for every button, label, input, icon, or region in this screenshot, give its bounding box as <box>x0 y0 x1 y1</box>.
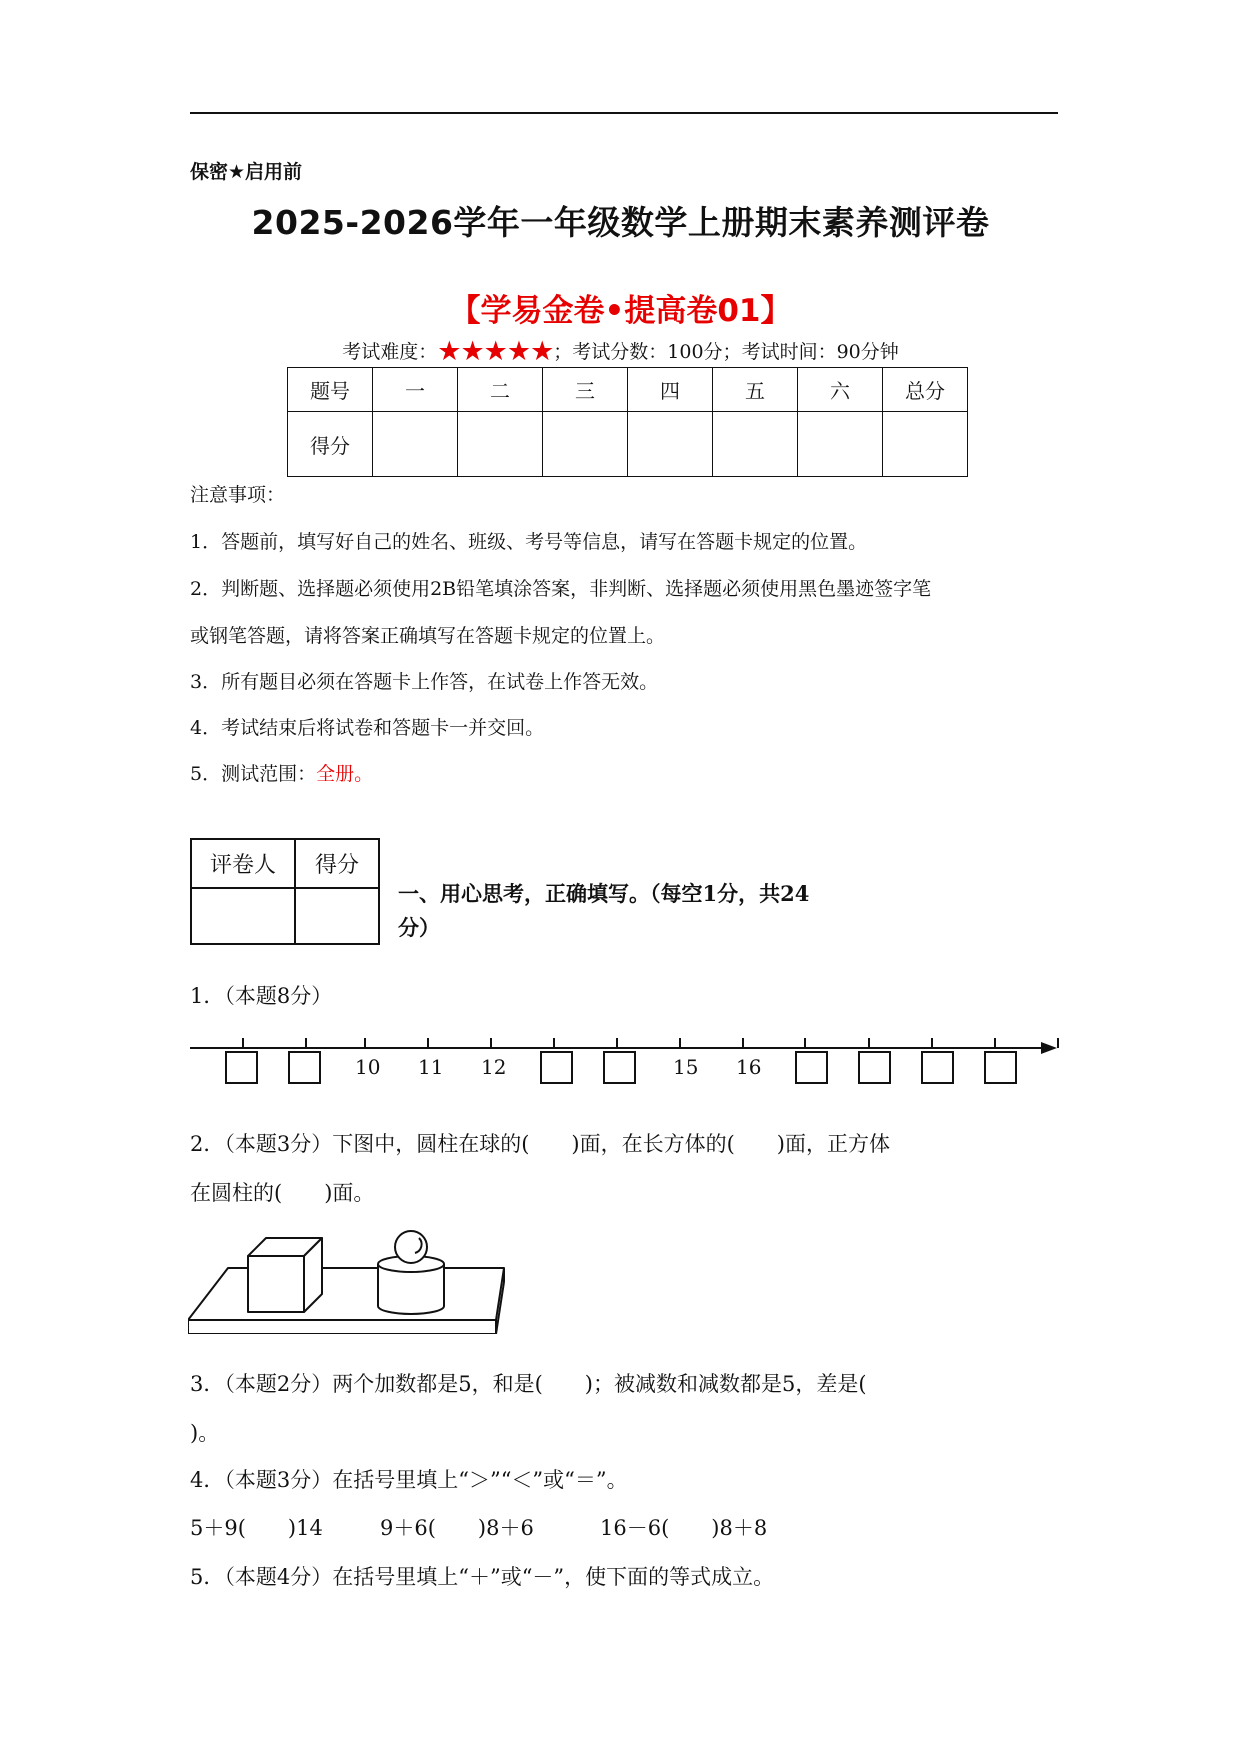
score-cell[interactable] <box>883 412 968 477</box>
score-header-cell: 二 <box>458 368 543 412</box>
section-title-line: 分） <box>398 915 440 940</box>
question-3-line1: 3．（本题2分）两个加数都是5，和是( )；被减数和减数都是5，差是( <box>190 1372 867 1396</box>
exam-score-time: ；考试分数：100分；考试时间：90分钟 <box>553 341 899 363</box>
grader-score-cell[interactable] <box>295 888 379 944</box>
scope-value: 全册。 <box>316 763 374 785</box>
q4-expression: 16－6( )8＋8 <box>600 1516 768 1540</box>
question-4: 4．（本题3分）在括号里填上“＞”“＜”或“＝”。 <box>190 1468 628 1492</box>
score-cell[interactable] <box>798 412 883 477</box>
grader-score-header: 得分 <box>295 839 379 888</box>
score-cell[interactable] <box>628 412 713 477</box>
grader-header: 评卷人 <box>191 839 295 888</box>
score-header-cell: 五 <box>713 368 798 412</box>
exam-title: 2025-2026学年一年级数学上册期末素养测评卷 <box>251 203 990 242</box>
score-header-cell: 四 <box>628 368 713 412</box>
number-label: 11 <box>418 1055 444 1079</box>
note-item: 1．答题前，填写好自己的姓名、班级、考号等信息，请写在答题卡规定的位置。 <box>190 531 868 553</box>
header-rule <box>190 112 1058 114</box>
question-2-line1: 2．（本题3分）下图中，圆柱在球的( )面，在长方体的( )面，正方体 <box>190 1132 890 1156</box>
note-item-scope <box>190 759 373 786</box>
note-item: 4．考试结束后将试卷和答题卡一并交回。 <box>190 717 545 739</box>
answer-box[interactable] <box>984 1051 1017 1084</box>
grader-cell[interactable] <box>191 888 295 944</box>
question-1: 1．（本题8分） <box>190 984 333 1008</box>
board-top <box>188 1268 504 1320</box>
answer-box[interactable] <box>540 1051 573 1084</box>
q4-expression: 9＋6( )8＋6 <box>380 1516 534 1540</box>
exam-meta <box>0 336 1241 367</box>
answer-box[interactable] <box>921 1051 954 1084</box>
note-item: 3．所有题目必须在答题卡上作答，在试卷上作答无效。 <box>190 671 659 693</box>
cube-front <box>248 1256 304 1312</box>
score-header-cell: 总分 <box>883 368 968 412</box>
confidential-label: 保密★启用前 <box>190 161 303 183</box>
score-row-label: 得分 <box>288 412 373 477</box>
exam-subtitle: 【学易金卷•提高卷01】 <box>449 293 792 329</box>
answer-box[interactable] <box>225 1051 258 1084</box>
answer-box[interactable] <box>795 1051 828 1084</box>
score-header-cell: 一 <box>373 368 458 412</box>
grader-table <box>190 838 380 945</box>
section-1-title <box>398 877 918 945</box>
answer-box[interactable] <box>858 1051 891 1084</box>
score-header-cell: 六 <box>798 368 883 412</box>
number-label: 16 <box>736 1055 762 1079</box>
section-title-line: 一、用心思考，正确填写。（每空1分，共24 <box>398 881 810 906</box>
question-3-line2: )。 <box>190 1421 220 1445</box>
score-header-cell: 三 <box>543 368 628 412</box>
question-2-line2: 在圆柱的( )面。 <box>190 1181 375 1205</box>
difficulty-stars: ★★★★★ <box>437 336 554 367</box>
answer-box[interactable] <box>603 1051 636 1084</box>
solids-figure <box>188 1218 508 1334</box>
score-header-cell: 题号 <box>288 368 373 412</box>
board-front <box>188 1320 496 1334</box>
arrow-head-icon <box>1041 1042 1057 1054</box>
score-table <box>287 367 968 477</box>
scope-label: 5．测试范围： <box>190 763 317 785</box>
difficulty-label: 考试难度： <box>342 341 438 363</box>
answer-box[interactable] <box>288 1051 321 1084</box>
number-label: 15 <box>673 1055 699 1079</box>
question-5: 5．（本题4分）在括号里填上“＋”或“－”，使下面的等式成立。 <box>190 1565 775 1589</box>
score-cell[interactable] <box>373 412 458 477</box>
notes-title: 注意事项： <box>190 484 286 506</box>
number-label: 10 <box>355 1055 381 1079</box>
note-item: 2．判断题、选择题必须使用2B铅笔填涂答案，非判断、选择题必须使用黑色墨迹签字笔 <box>190 578 932 600</box>
q4-expression: 5＋9( )14 <box>190 1516 323 1540</box>
number-label: 12 <box>481 1055 507 1079</box>
note-item: 或钢笔答题，请将答案正确填写在答题卡规定的位置上。 <box>190 625 666 647</box>
score-cell[interactable] <box>713 412 798 477</box>
score-cell[interactable] <box>543 412 628 477</box>
score-cell[interactable] <box>458 412 543 477</box>
